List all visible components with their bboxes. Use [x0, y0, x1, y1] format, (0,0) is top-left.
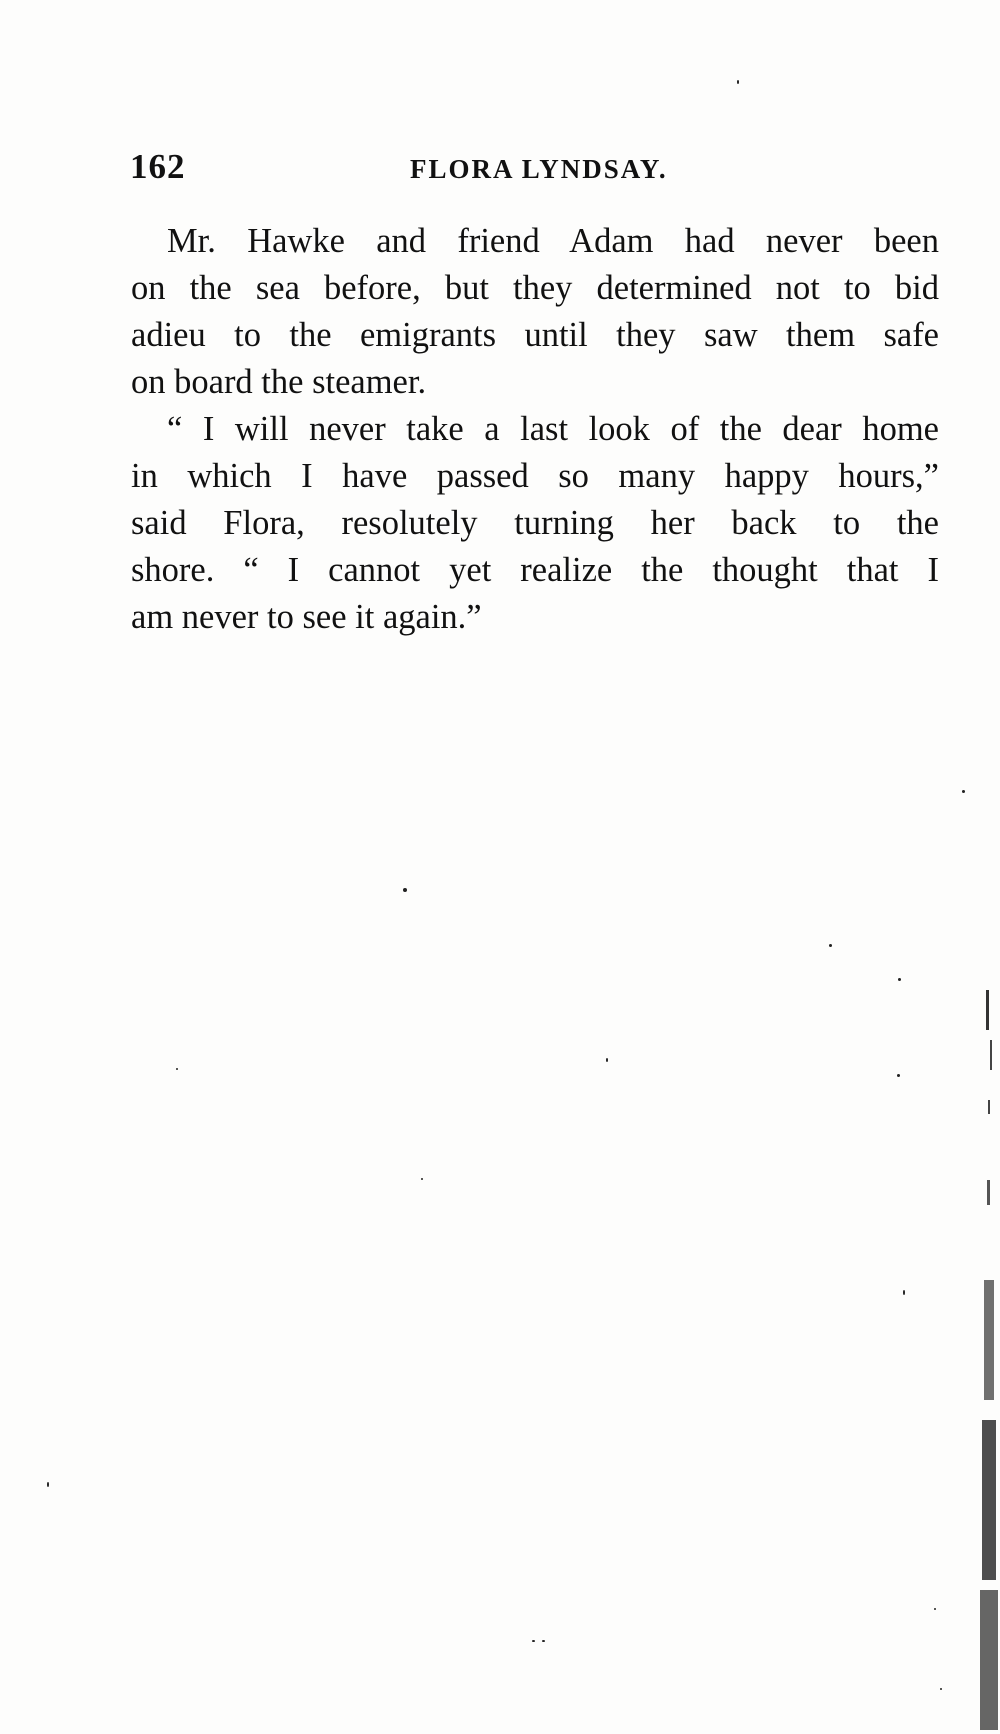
paragraph-line: on board the steamer. — [131, 363, 427, 401]
speck — [934, 1608, 936, 1610]
speck — [903, 1290, 905, 1295]
speck — [829, 944, 832, 947]
paragraph-line: on the sea before, but they determined not to bid — [131, 269, 939, 307]
paragraph-line: Mr. Hawke and friend Adam had never been — [167, 222, 939, 260]
speck — [542, 1640, 545, 1642]
paragraph-1 — [131, 218, 939, 406]
paragraph-line: adieu to the emigrants until they saw them safe — [131, 316, 939, 354]
paragraph-line: am never to see it again.” — [131, 598, 482, 636]
speck — [176, 1068, 178, 1070]
page-edge-noise — [978, 980, 1000, 1734]
speck — [606, 1058, 608, 1062]
paragraph-line: said Flora, resolutely turning her back to the — [131, 504, 939, 542]
speck — [962, 790, 965, 793]
speck — [940, 1688, 942, 1690]
speck — [47, 1482, 49, 1487]
running-head — [130, 145, 940, 189]
speck — [403, 888, 407, 892]
speck — [421, 1178, 423, 1180]
page-number: 162 — [130, 147, 186, 186]
paragraph-line: shore. “ I cannot yet realize the thought that I — [131, 551, 939, 589]
paragraph-line: in which I have passed so many happy hours,” — [131, 457, 939, 495]
paragraph-2 — [131, 406, 939, 641]
speck — [898, 978, 901, 981]
speck — [897, 1074, 900, 1077]
running-title: FLORA LYNDSAY. — [410, 154, 668, 184]
speck — [737, 80, 739, 84]
speck — [532, 1640, 535, 1642]
body-text — [131, 218, 939, 641]
paragraph-line: “ I will never take a last look of the dear home — [167, 410, 939, 448]
